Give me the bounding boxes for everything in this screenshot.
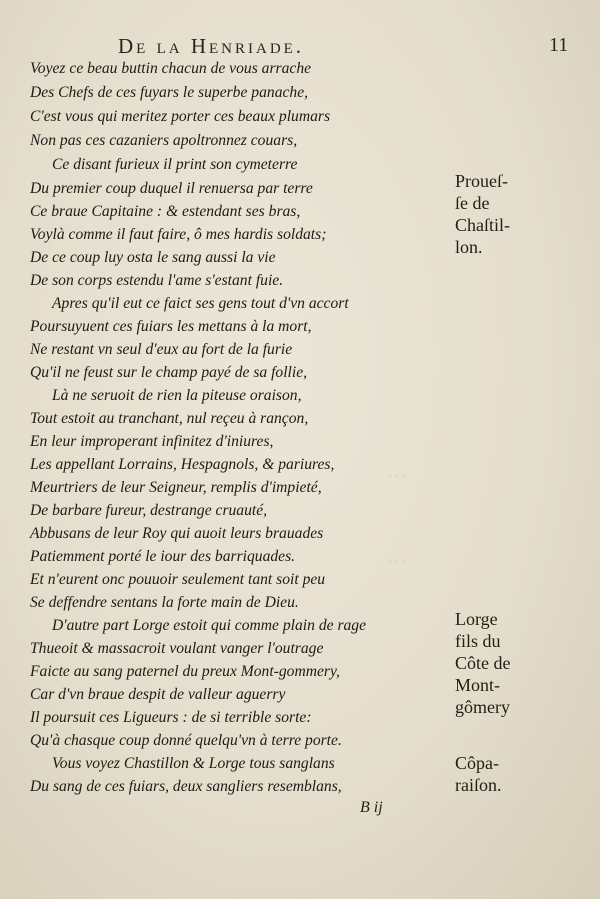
verse-line: De son corps estendu l'ame s'estant fuie. [30, 272, 284, 289]
verse-line: C'est vous qui meritez porter ces beaux plumars [30, 108, 331, 125]
verse-line: Ce disant furieux il print son cymeterre [52, 156, 298, 173]
margin-note-prouesse: Proueſ- ſe de Chaſtil- lon. [455, 171, 510, 257]
verse-line: Vous voyez Chastillon & Lorge tous sanglans [52, 755, 335, 772]
bleed-through-mark: · · · [388, 555, 406, 570]
verse-line: Se deffendre sentans la forte main de Dieu. [30, 594, 299, 611]
page-number: 11 [549, 34, 569, 56]
verse-line: D'autre part Lorge estoit qui comme plain de rage [52, 617, 367, 634]
verse-line: En leur improperant infinitez d'iniures, [30, 433, 274, 450]
margin-note-lorge: Lorge fils du Côte de Mont- gômery [455, 609, 511, 717]
bleed-through-mark: · · · [388, 470, 406, 485]
verse-line: Voyez ce beau buttin chacun de vous arrache [30, 60, 312, 77]
verse-line: Thueoit & massacroit voulant vanger l'outrage [30, 640, 324, 657]
verse-line: Du sang de ces fuiars, deux sangliers resemblans, [30, 778, 342, 795]
verse-line: Meurtriers de leur Seigneur, remplis d'impieté, [30, 479, 322, 496]
verse-line: Apres qu'il eut ce faict ses gens tout d'vn accort [52, 295, 349, 312]
verse-line: Faicte au sang paternel du preux Mont-gommery, [30, 663, 340, 680]
verse-line: Ce braue Capitaine : & estendant ses bras, [30, 203, 301, 220]
verse-line: Il poursuit ces Ligueurs : de si terrible sorte: [30, 709, 312, 726]
verse-line: Qu'il ne feust sur le champ payé de sa follie, [30, 364, 308, 381]
signature-mark: B ij [360, 799, 383, 816]
verse-line: Tout estoit au tranchant, nul reçeu à rançon, [30, 410, 309, 427]
verse-line: Voylà comme il faut faire, ô mes hardis soldats; [30, 226, 327, 243]
verse-line: Patiemment porté le iour des barriquades. [30, 548, 296, 565]
verse-line: De barbare fureur, destrange cruauté, [30, 502, 268, 519]
verse-line: Qu'à chasque coup donné quelqu'vn à terre porte. [30, 732, 342, 749]
running-title: De la Henriade. [118, 34, 305, 58]
verse-line: Là ne seruoit de rien la piteuse oraison, [52, 387, 302, 404]
margin-note-comparaison: Côpa- raiſon. [455, 753, 502, 795]
verse-line: Ne restant vn seul d'eux au fort de la furie [30, 341, 293, 358]
verse-line: De ce coup luy osta le sang aussi la vie [30, 249, 276, 266]
verse-line: Du premier coup duquel il renuersa par terre [30, 180, 313, 197]
verse-line: Abbusans de leur Roy qui auoit leurs brauades [30, 525, 324, 542]
verse-line: Des Chefs de ces fuyars le superbe panache, [30, 84, 309, 101]
verse-line: Poursuyuent ces fuiars les mettans à la mort, [30, 318, 312, 335]
verse-line: Car d'vn braue despit de valleur aguerry [30, 686, 286, 703]
verse-line: Les appellant Lorrains, Hespagnols, & pariures, [30, 456, 335, 473]
verse-line: Et n'eurent onc pouuoir seulement tant soit peu [30, 571, 326, 588]
verse-line: Non pas ces cazaniers apoltronnez couars, [30, 132, 298, 149]
